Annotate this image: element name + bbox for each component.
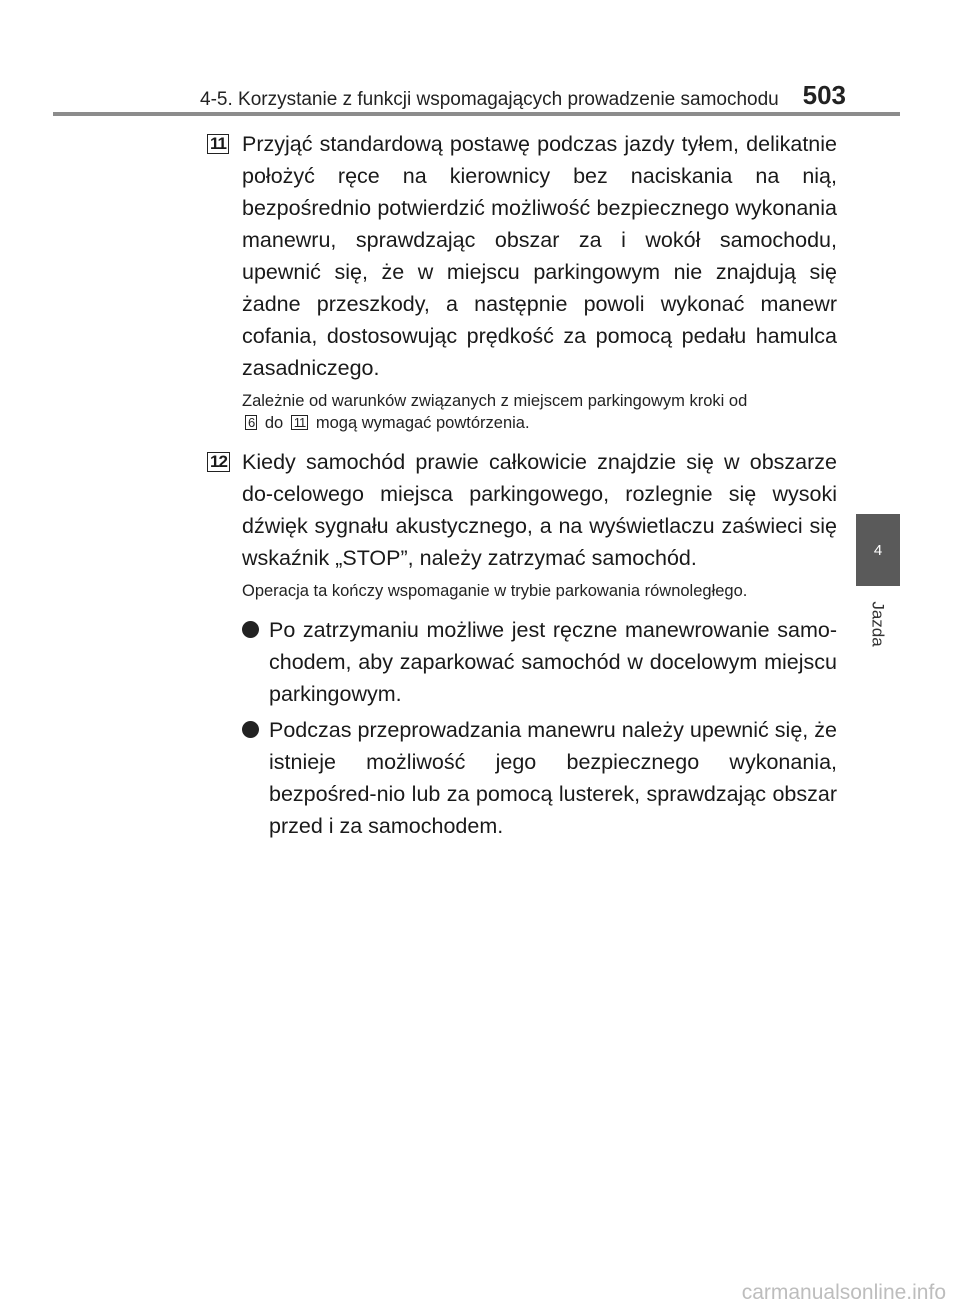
- chapter-tab: [856, 514, 900, 586]
- note-prefix: Zależnie od warunków związanych z miejscem parkingowym kroki od: [242, 392, 748, 410]
- step-number-box: 12: [207, 452, 230, 472]
- step-ref-box: 6: [245, 415, 257, 430]
- header-rule: [53, 112, 900, 116]
- watermark: carmanualsonline.info: [741, 1281, 946, 1304]
- step-number-box: 11: [207, 134, 229, 154]
- bullet-list: [242, 614, 837, 842]
- note-suffix: mogą wymagać powtórzenia.: [315, 414, 530, 432]
- page-number: 503: [802, 80, 846, 110]
- bullet-icon: [242, 721, 259, 738]
- list-item: [242, 714, 837, 842]
- step-note: Operacja ta kończy wspomaganie w trybie parkowania równoległego.: [242, 582, 748, 600]
- note-middle: do: [264, 414, 284, 432]
- step-note: [242, 390, 837, 434]
- bullet-text: Podczas przeprowadzania manewru należy upewnić się, że istnieje możliwość jego bezpiecznego wykonania, bezpośred-nio lub za pomocą lusterek, sprawdzając obszar przed i za samochodem.: [269, 718, 837, 838]
- page-content: [207, 128, 837, 846]
- step-text: Przyjąć standardową postawę podczas jazdy tyłem, delikatnie położyć ręce na kierownicy bez naciskania na nią, bezpośrednio potwierdzić możliwość bezpiecznego wykonania manewru, sprawdzając obszar za i wokół samochodu, upewnić się, że w miejscu parkingowym nie znajdują się żadne przeszkody, a następnie powoli wykonać manewr cofania, dostosowując prędkość za pomocą pedału hamulca zasadniczego.: [242, 132, 837, 380]
- bullet-icon: [242, 621, 259, 638]
- step-ref-box: 11: [291, 415, 309, 430]
- section-title: 4-5. Korzystanie z funkcji wspomagających prowadzenie samochodu: [200, 89, 779, 110]
- step-text: Kiedy samochód prawie całkowicie znajdzie się w obszarze do-celowego miejsca parkingowego, rozlegnie się wysoki dźwięk sygnału akustycznego, a na wyświetlaczu zaświeci się wskaźnik „STOP”, należy zatrzymać samochód.: [242, 450, 837, 570]
- chapter-label: [856, 594, 900, 654]
- page-header: [200, 80, 846, 111]
- step-12: [207, 446, 837, 842]
- bullet-text: Po zatrzymaniu możliwe jest ręczne manewrowanie samo-chodem, aby zaparkować samochód w docelowym miejscu parkingowym.: [269, 618, 837, 706]
- list-item: [242, 614, 837, 710]
- chapter-label-text: Jazda: [869, 601, 888, 647]
- step-11: [207, 128, 837, 434]
- chapter-number: 4: [873, 541, 883, 559]
